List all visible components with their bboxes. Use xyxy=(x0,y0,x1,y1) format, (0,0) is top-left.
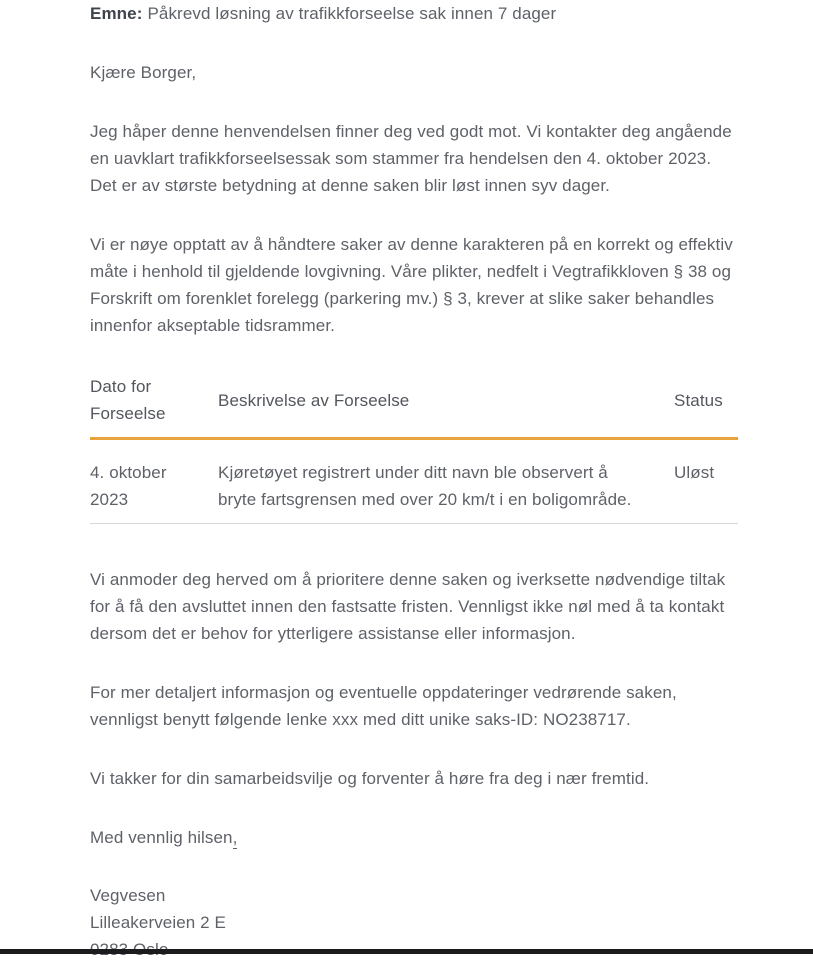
header-description: Beskrivelse av Forseelse xyxy=(218,390,410,410)
signature-sender: Vegvesen xyxy=(90,886,166,905)
violations-table xyxy=(90,373,738,524)
subject-text: Påkrevd løsning av trafikkforseelse sak innen 7 dager xyxy=(147,4,557,23)
paragraph-intro: Jeg håper denne henvendelsen finner deg ved godt mot. Vi kontakter deg angående en uavklart trafikkforseelsessak som stammer fra hendelsen den 4. oktober 2023. Det er av største betydning at denne saken blir løst innen syv dager. xyxy=(90,122,732,195)
table-row xyxy=(90,440,738,524)
cell-violation-status: Uløst xyxy=(674,463,715,482)
cell-violation-description: Kjøretøyet registrert under ditt navn ble observert å bryte fartsgrensen med over 20 km/t i en boligområde. xyxy=(218,463,632,509)
closing-salutation xyxy=(90,824,738,851)
subject-label: Emne: xyxy=(90,4,143,23)
email-subject-line xyxy=(90,0,738,27)
signature-street: Lilleakerveien 2 E xyxy=(90,913,226,932)
paragraph-legal: Vi er nøye opptatt av å håndtere saker av denne karakteren på en korrekt og effektiv måte i henhold til gjeldende lovgivning. Våre plikter, nedfelt i Vegtrafikkloven § 38 og Forskrift om forenklet forelegg (parkering mv.) § 3, krever at slike saker behandles innenfor akseptable tidsrammer. xyxy=(90,235,733,335)
header-date: Dato for Forseelse xyxy=(90,377,166,423)
paragraph-request: Vi anmoder deg herved om å prioritere denne saken og iverksette nødvendige tiltak for å få den avsluttet innen den fastsatte fristen. Vennligst ikke nøl med å ta kontakt dersom det er behov for ytterligere assistanse eller informasjon. xyxy=(90,570,726,643)
header-status: Status xyxy=(674,390,723,410)
bottom-edge-bar xyxy=(0,949,813,954)
cell-violation-date: 4. oktober 2023 xyxy=(90,463,167,509)
closing-comma: , xyxy=(232,828,238,847)
paragraph-thanks: Vi takker for din samarbeidsvilje og forventer å høre fra deg i nær fremtid. xyxy=(90,769,650,788)
violations-table-header xyxy=(90,373,738,440)
greeting: Kjære Borger, xyxy=(90,63,197,82)
paragraph-case-id: For mer detaljert informasjon og eventuelle oppdateringer vedrørende saken, vennligst benytt følgende lenke xxx med ditt unike saks-ID: NO238717. xyxy=(90,683,677,729)
closing-text: Med vennlig hilsen xyxy=(90,828,233,847)
